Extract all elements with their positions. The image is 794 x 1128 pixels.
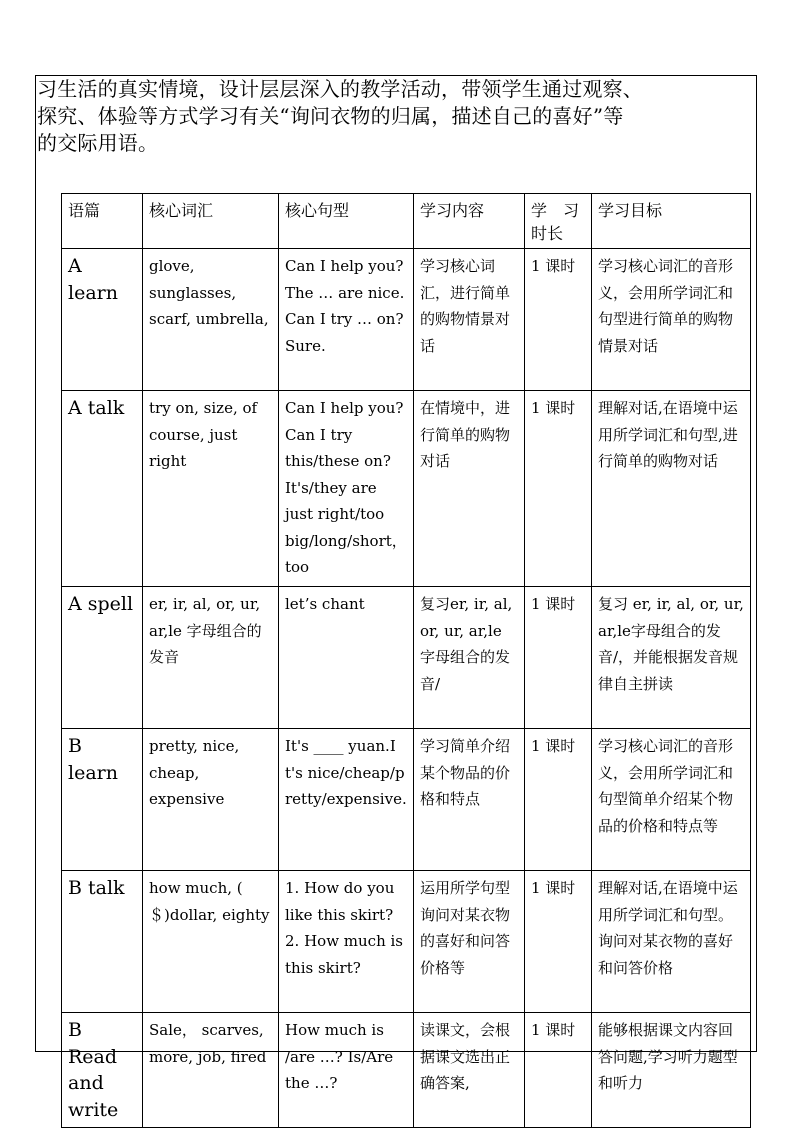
cell-content: 读课文，会根据课文选出正确答案, (414, 1013, 525, 1128)
cell-genre: B learn (62, 729, 143, 871)
cell-content: 运用所学句型询问对某衣物的喜好和问答价格等 (414, 871, 525, 1013)
table-row (62, 871, 751, 1013)
cell-genre: A learn (62, 249, 143, 391)
cell-genre: B Read and write (62, 1013, 143, 1128)
cell-content: 学习核心词汇，进行简单的购物情景对话 (414, 249, 525, 391)
cell-goal: 复习 er, ir, al, or, ur, ar,le字母组合的发音/，并能根据发音规律自主拼读 (592, 587, 751, 729)
intro-line-2: 探究、体验等方式学习有关“询问衣物的归属，描述自己的喜好”等 (37, 104, 624, 128)
intro-line-3: 的交际用语。 (37, 131, 159, 155)
header-genre: 语篇 (62, 194, 143, 249)
cell-vocab: Sale， scarves, more, job, fired (143, 1013, 279, 1128)
header-sentence: 核心句型 (279, 194, 414, 249)
cell-duration: 1 课时 (525, 729, 592, 871)
table-row (62, 249, 751, 391)
cell-sentence: How much is /are …? Is/Are the …? (279, 1013, 414, 1128)
cell-goal: 理解对话,在语境中运用所学词汇和句型,进行简单的购物对话 (592, 391, 751, 587)
cell-duration: 1 课时 (525, 249, 592, 391)
cell-duration: 1 课时 (525, 871, 592, 1013)
table-header-row (62, 194, 751, 249)
cell-sentence: Can I help you?The … are nice. Can I try … on?Sure. (279, 249, 414, 391)
cell-vocab: glove, sunglasses, scarf, umbrella, (143, 249, 279, 391)
cell-goal: 理解对话,在语境中运用所学词汇和句型。询问对某衣物的喜好和问答价格 (592, 871, 751, 1013)
intro-paragraph (37, 76, 757, 157)
cell-content: 复习er, ir, al, or, ur, ar,le 字母组合的发音/ (414, 587, 525, 729)
intro-line-1: 习生活的真实情境，设计层层深入的教学活动，带领学生通过观察、 (37, 77, 643, 101)
cell-sentence: Can I help you? Can I try this/these on? It's/they are just right/too big/long/short，too (279, 391, 414, 587)
header-content: 学习内容 (414, 194, 525, 249)
cell-duration: 1 课时 (525, 391, 592, 587)
header-vocab: 核心词汇 (143, 194, 279, 249)
cell-duration: 1 课时 (525, 1013, 592, 1128)
table-row (62, 729, 751, 871)
header-goal: 学习目标 (592, 194, 751, 249)
cell-sentence: let’s chant (279, 587, 414, 729)
lesson-plan-table (61, 193, 751, 1128)
cell-content: 学习简单介绍某个物品的价格和特点 (414, 729, 525, 871)
cell-genre: B talk (62, 871, 143, 1013)
cell-goal: 学习核心词汇的音形义，会用所学词汇和句型进行简单的购物情景对话 (592, 249, 751, 391)
cell-genre: A spell (62, 587, 143, 729)
table-row (62, 1013, 751, 1128)
cell-vocab: try on, size, of course, just right (143, 391, 279, 587)
cell-vocab: pretty, nice, cheap, expensive (143, 729, 279, 871)
cell-vocab: er, ir, al, or, ur, ar,le 字母组合的发音 (143, 587, 279, 729)
table-row (62, 587, 751, 729)
header-duration: 学 习时长 (525, 194, 592, 249)
cell-sentence: 1. How do you like this skirt? 2. How much is this skirt? (279, 871, 414, 1013)
cell-vocab: how much, ( ＄)dollar, eighty (143, 871, 279, 1013)
cell-goal: 学习核心词汇的音形义，会用所学词汇和句型简单介绍某个物品的价格和特点等 (592, 729, 751, 871)
cell-sentence: It's ____ yuan.It's nice/cheap/pretty/expensive. (279, 729, 414, 871)
table-row (62, 391, 751, 587)
cell-goal: 能够根据课文内容回答问题,学习听力题型和听力 (592, 1013, 751, 1128)
cell-duration: 1 课时 (525, 587, 592, 729)
cell-genre: A talk (62, 391, 143, 587)
cell-content: 在情境中，进行简单的购物对话 (414, 391, 525, 587)
